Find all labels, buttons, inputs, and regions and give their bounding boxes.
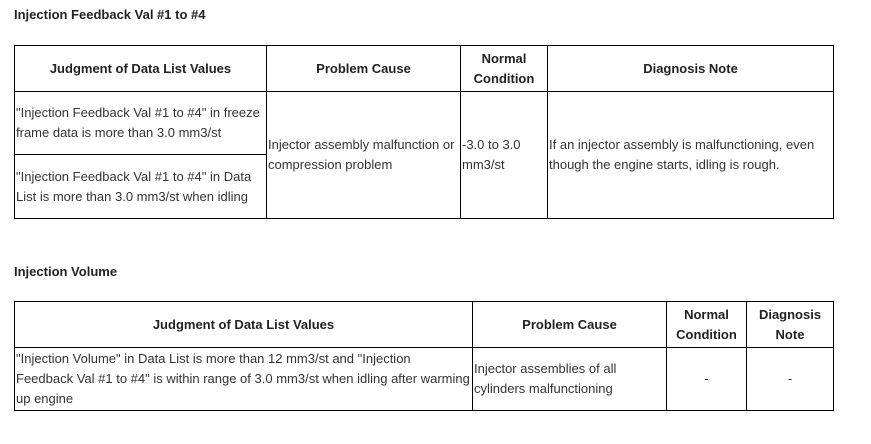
header-problem-cause: Problem Cause [267,46,461,92]
header-judgment: Judgment of Data List Values [15,46,267,92]
judgment-cell: "Injection Feedback Val #1 to #4" in freeze frame data is more than 3.0 mm3/st [15,92,267,155]
judgment-cell: "Injection Volume" in Data List is more than 12 mm3/st and "Injection Feedback Val #1 to #4" is within range of 3.0 mm3/st when idling after warming up engine [15,348,473,411]
header-normal-condition: Normal Condition [461,46,548,92]
diagnosis-note-cell: If an injector assembly is malfunctioning, even though the engine starts, idling is rough. [548,92,834,219]
judgment-cell: "Injection Feedback Val #1 to #4" in Data List is more than 3.0 mm3/st when idling [15,155,267,219]
section-heading-injection-feedback: Injection Feedback Val #1 to #4 [14,7,206,22]
diagnosis-note-cell: - [747,348,834,411]
header-normal-condition: Normal Condition [667,302,747,348]
normal-condition-cell: -3.0 to 3.0 mm3/st [461,92,548,219]
table-row [15,92,834,155]
problem-cause-cell: Injector assembly malfunction or compression problem [267,92,461,219]
header-judgment: Judgment of Data List Values [15,302,473,348]
header-diagnosis-note: Diagnosis Note [548,46,834,92]
table-header-row [15,46,834,92]
section-heading-injection-volume: Injection Volume [14,264,118,279]
normal-condition-cell: - [667,348,747,411]
injection-feedback-table [14,45,834,219]
injection-volume-table [14,301,834,411]
header-problem-cause: Problem Cause [473,302,667,348]
problem-cause-cell: Injector assemblies of all cylinders malfunctioning [473,348,667,411]
header-diagnosis-note: Diagnosis Note [747,302,834,348]
table-row [15,348,834,411]
table-header-row [15,302,834,348]
